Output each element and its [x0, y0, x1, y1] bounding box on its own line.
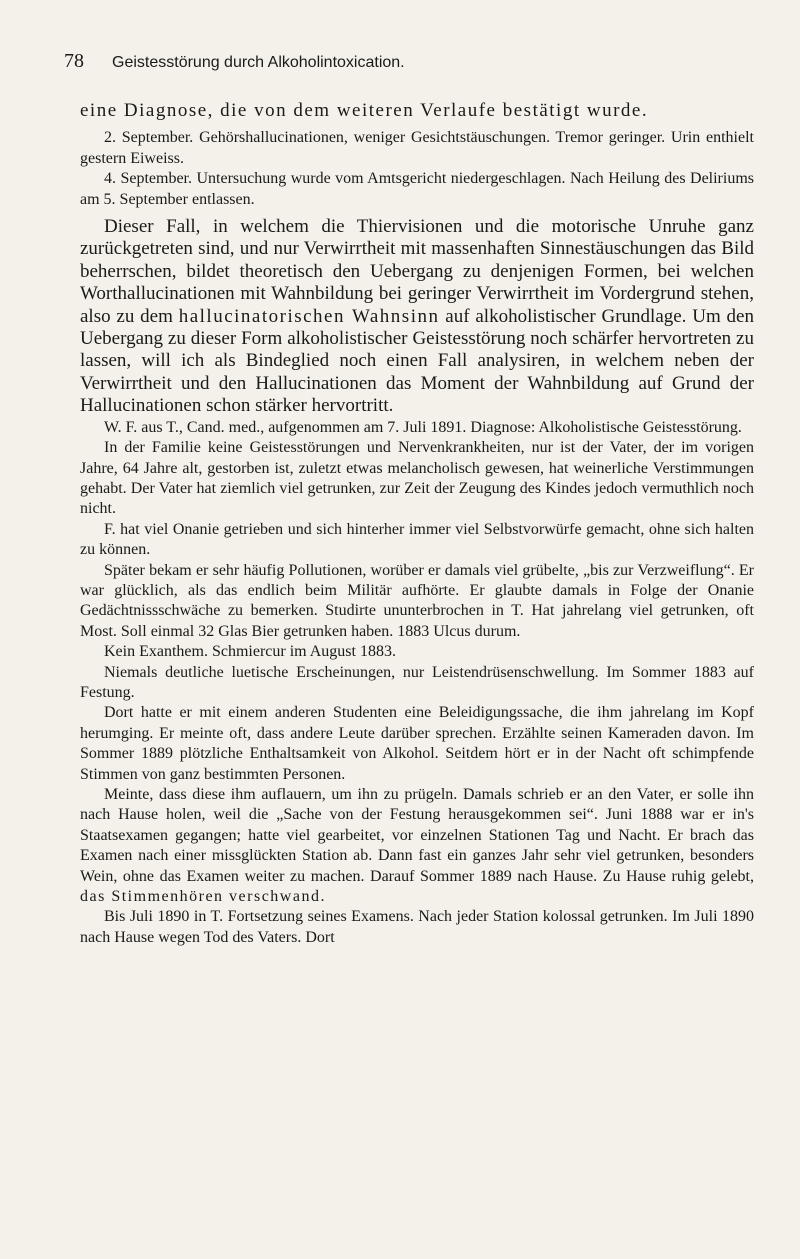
paragraph-pollutionen: Später bekam er sehr häufig Pollutionen, worüber er damals viel grübelte, „bis zur Verzweiflung“. Er war glücklich, als das endlich beim Militär aufhörte. Er glaubte damals in Folge der Onanie Gedächtnissschwäche zu bemerken. Studirte ununterbrochen in T. Hat jahrelang viel getrunken, oft Most. Soll einmal 32 Glas Bier getrunken haben. 1883 Ulcus durum. [80, 561, 754, 640]
page-header [64, 50, 754, 73]
paragraph-sept-4: 4. September. Untersuchung wurde vom Amtsgericht niedergeschlagen. Nach Heilung des Deliriums am 5. September entlassen. [80, 170, 754, 208]
page-body [80, 100, 754, 948]
emphasis-term: hallucinatorischen Wahnsinn [178, 305, 440, 327]
paragraph-exanthem: Kein Exanthem. Schmiercur im August 1883. [104, 643, 396, 661]
paragraph-examen: Meinte, dass diese ihm auflauern, um ihn zu prügeln. Damals schrieb er an den Vater, er solle ihn nach Hause holen, weil die „Sache von der Festung herausgekommen sei“. Juni 1888 war er in's Staatsexamen gegangen; hatte viel gearbeitet, vor einzelnen Stationen Tag und Nacht. Er brach das Examen nach einer missglückten Station ab. Dann fast ein ganzes Jahr sehr viel getrunken, besonders Wein, ohne das Examen weiter zu machen. Darauf Sommer 1889 nach Hause. Zu Hause ruhig gelebt, das Stimmenhören verschwand. [80, 786, 754, 906]
page-number: 78 [64, 50, 84, 72]
paragraph-juli-1890: Bis Juli 1890 in T. Fortsetzung seines Examens. Nach jeder Station kolossal getrunken. Im Juli 1890 nach Hause wegen Tod des Vaters. Dort [80, 908, 754, 946]
emphasis-phrase: das Stimmenhören verschwand. [80, 888, 326, 906]
paragraph-case-intro: W. F. aus T., Cand. med., aufgenommen am 7. Juli 1891. Diagnose: Alkoholistische Geistesstörung. [104, 418, 742, 436]
paragraph-festung: Dort hatte er mit einem anderen Studenten eine Beleidigungssache, die ihm jahrelang im Kopf herumging. Er meinte oft, dass andere Leute darüber sprechen. Erzählte seinen Kameraden davon. Im Sommer 1889 plötzliche Enthaltsamkeit von Alkohol. Seitdem hört er in der Nacht oft schimpfende Stimmen von ganz bestimmten Personen. [80, 704, 754, 783]
paragraph-onanie: F. hat viel Onanie getrieben und sich hinterher immer viel Selbstvorwürfe gemacht, ohne sich halten zu können. [80, 520, 754, 559]
paragraph-sept-2: 2. September. Gehörshallucinationen, weniger Gesichtstäuschungen. Tremor geringer. Urin enthielt gestern Eiweiss. [80, 129, 754, 167]
paragraph-continuation: eine Diagnose, die von dem weiteren Verlaufe bestätigt wurde. [80, 100, 649, 121]
paragraph-family: In der Familie keine Geistesstörungen und Nervenkrankheiten, nur ist der Vater, der im vorigen Jahre, 64 Jahre alt, gestorben ist, zuletzt etwas melancholisch gewesen, hat weinerliche Verstimmungen gehabt. Der Vater hat ziemlich viel getrunken, zur Zeit der Zeugung des Kindes jedoch vermuthlich noch nicht. [80, 439, 754, 518]
paragraph-luetisch: Niemals deutliche luetische Erscheinungen, nur Leistendrüsenschwellung. Im Sommer 1883 auf Festung. [80, 663, 754, 701]
paragraph-discussion: Dieser Fall, in welchem die Thiervisionen und die motorische Unruhe ganz zurückgetreten sind, und nur Verwirrtheit mit massenhaften Sinnestäuschungen das Bild beherrschen, bildet theoretisch den Uebergang zu denjenigen Formen, bei welchen Worthallucinationen mit Wahnbildung bei geringer Verwirrtheit im Vordergrund stehen, also zu dem hallucinatorischen Wahnsinn auf alkoholistischer Grundlage. Um den Uebergang zu dieser Form alkoholistischer Geistesstörung noch schärfer hervortreten zu lassen, will ich als Bindeglied noch einen Fall analysiren, in welchem neben der Verwirrtheit und den Hallucinationen das Moment der Wahnbildung auf Grund der Hallucinationen schon stärker hervortritt. [80, 216, 754, 417]
running-title: Geistesstörung durch Alkoholintoxication. [112, 54, 405, 71]
